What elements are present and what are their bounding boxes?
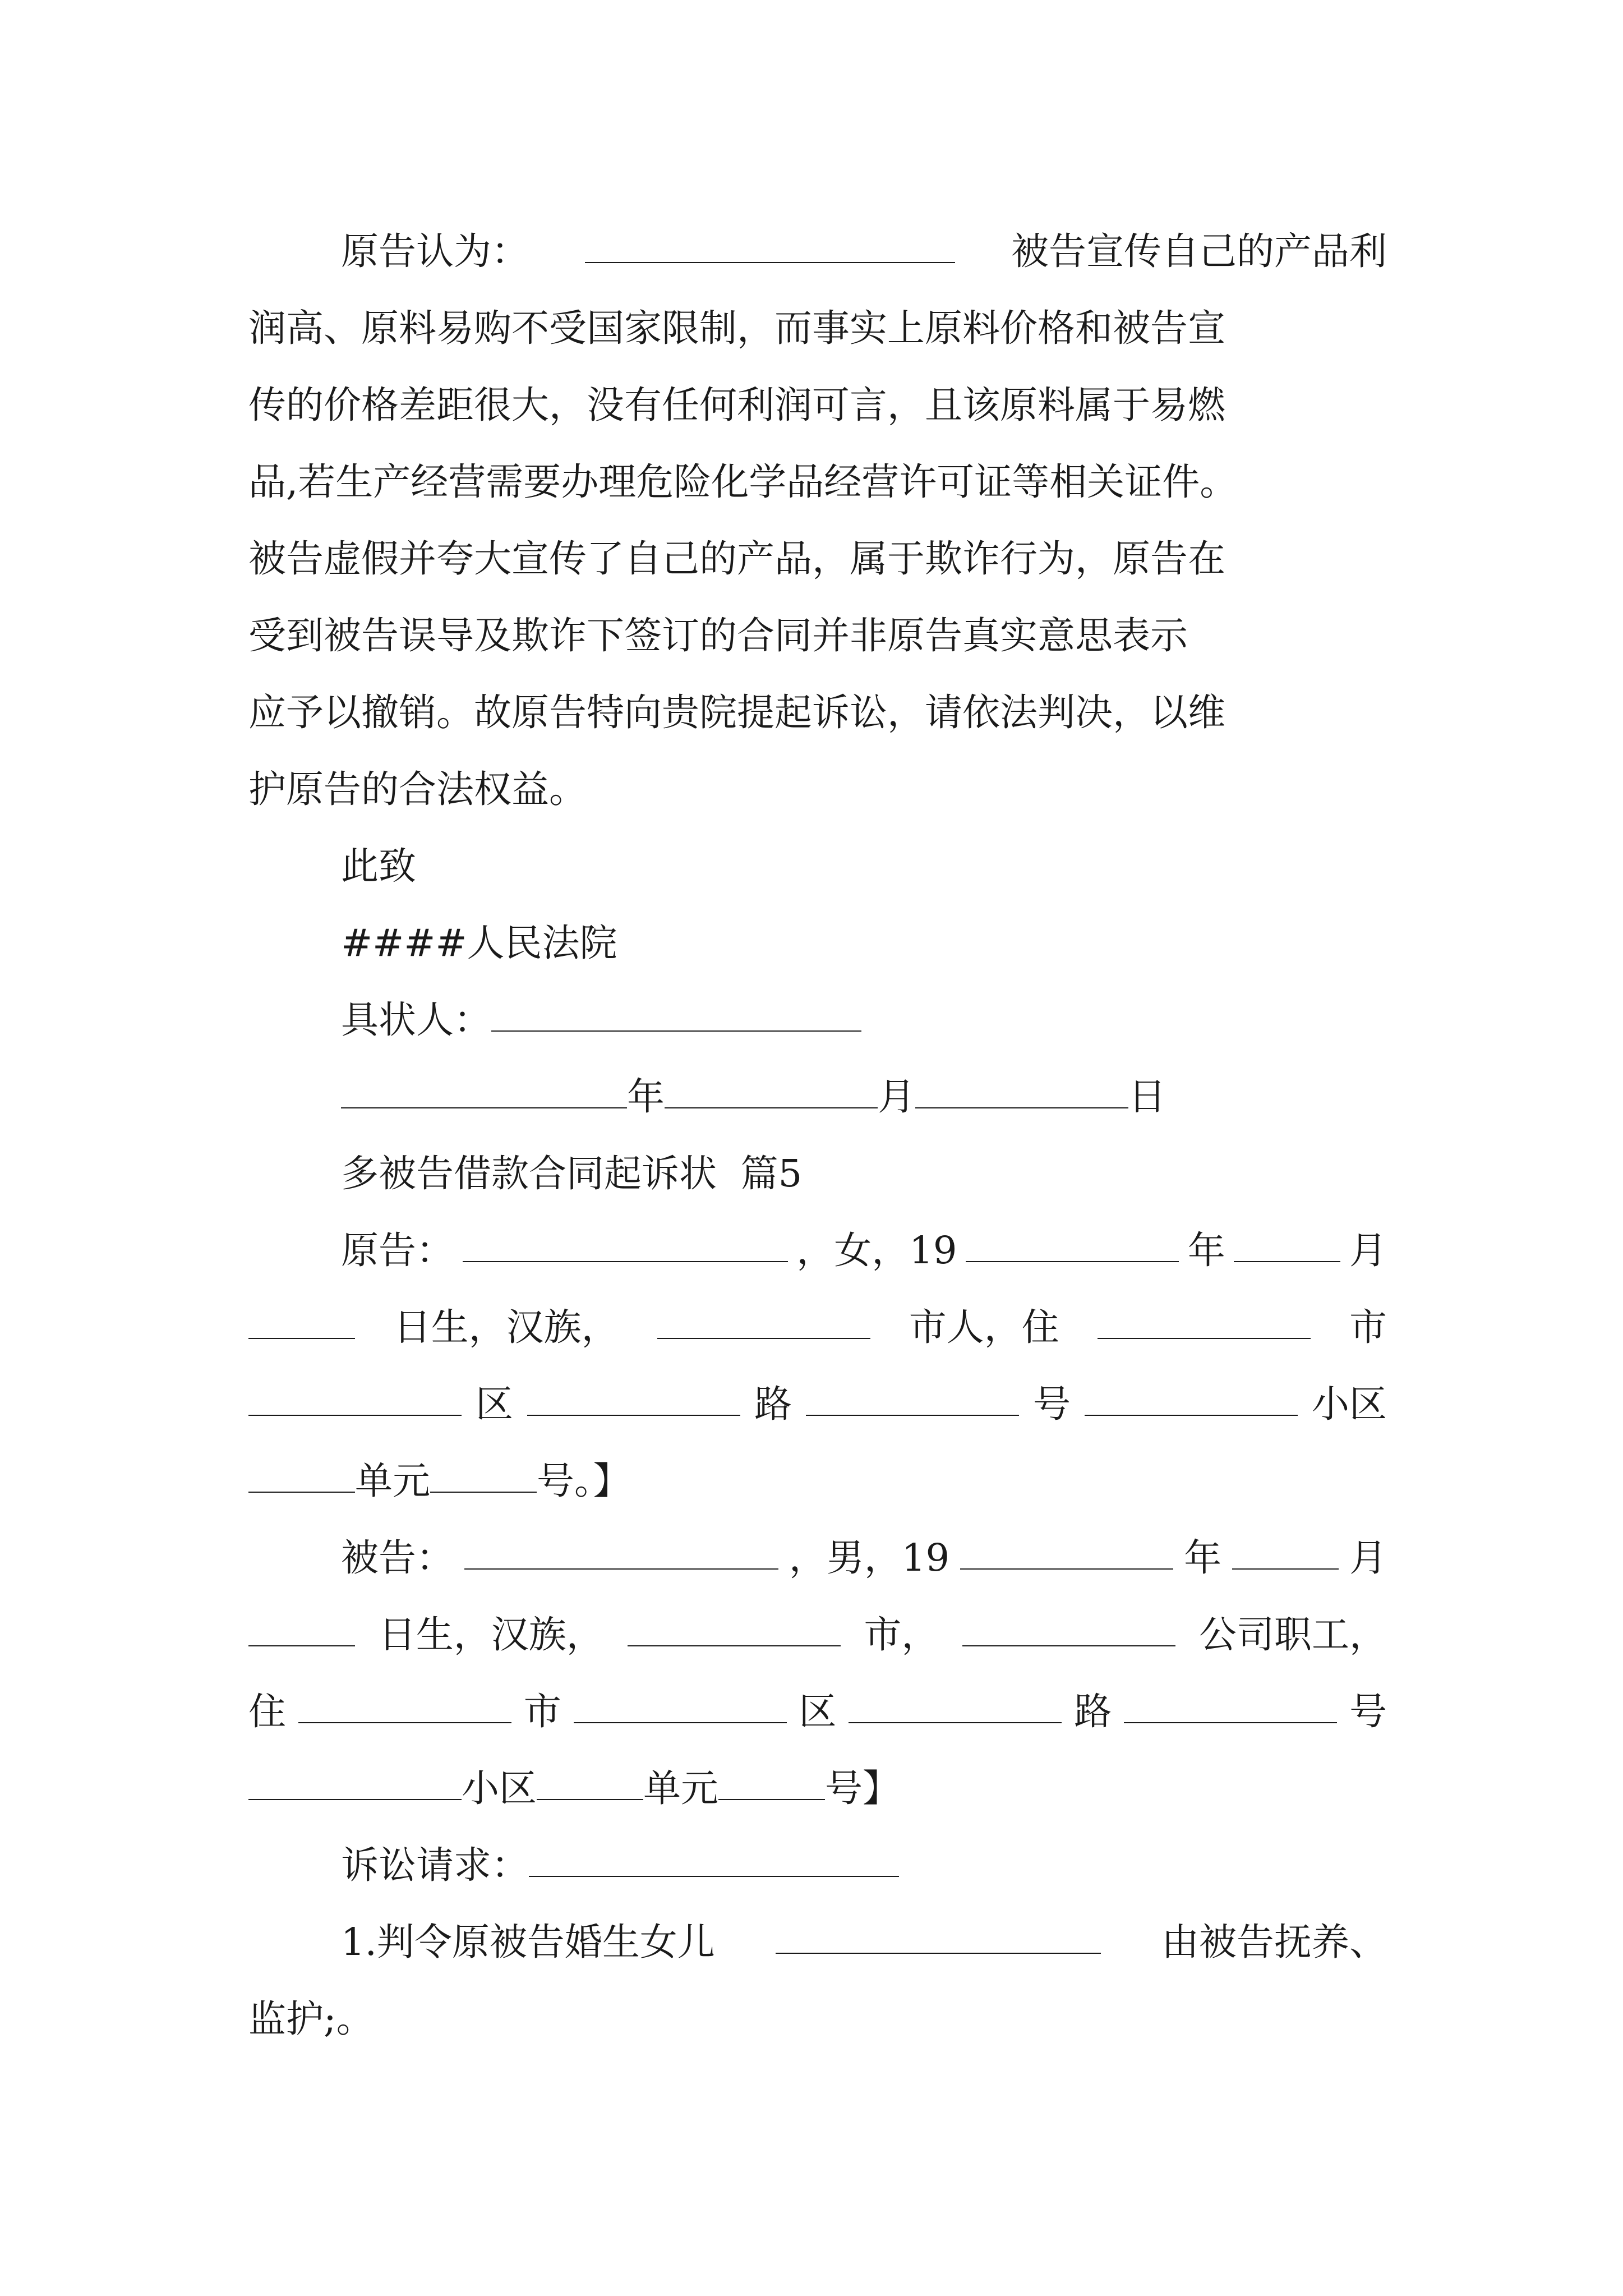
plaintiff-line-2: [248, 1289, 1387, 1366]
plaintiff-line-4: [248, 1443, 1387, 1520]
text: 日生，汉族，: [378, 1613, 604, 1657]
text: 公司职工，: [1198, 1613, 1387, 1657]
text: 受到被告误导及欺诈下签订的合同并非原告真实意思表示: [248, 614, 1188, 657]
fill-blank[interactable]: [585, 262, 955, 263]
paragraph-line: [248, 367, 1387, 444]
text: 单元: [355, 1459, 430, 1503]
road-blank[interactable]: [849, 1722, 1062, 1723]
text: 1.判令原被告婚生女儿: [341, 1920, 715, 1964]
paragraph-line: [248, 751, 1387, 828]
unit-blank[interactable]: [537, 1799, 643, 1800]
residence-city-blank[interactable]: [298, 1722, 511, 1723]
defendant-line-3: [248, 1673, 1387, 1750]
claim-item-1: [248, 1904, 1387, 1981]
text: 路: [754, 1382, 792, 1426]
salutation: [248, 828, 1387, 905]
day-blank[interactable]: [915, 1107, 1128, 1108]
daughter-name-blank[interactable]: [776, 1953, 1101, 1954]
court-text: ####人民法院: [341, 921, 617, 965]
month-label: 月: [878, 1075, 915, 1119]
signer-blank[interactable]: [491, 1030, 861, 1032]
plaintiff-line-3: [248, 1366, 1387, 1443]
text: 被告宣传自己的产品利: [1011, 229, 1387, 273]
text: 市: [523, 1690, 561, 1733]
day-label: 日: [1128, 1075, 1166, 1119]
defendant-label: 被告：: [341, 1536, 454, 1580]
text: 年: [1184, 1536, 1222, 1580]
district-blank[interactable]: [248, 1415, 462, 1416]
district-blank[interactable]: [574, 1722, 787, 1723]
city-blank[interactable]: [628, 1645, 841, 1646]
text: ，男，19: [789, 1536, 950, 1580]
defendant-line-1: [248, 1520, 1387, 1596]
section-heading: [248, 1135, 1387, 1212]
text: 传的价格差距很大，没有任何利润可言，且该原料属于易燃: [248, 383, 1225, 427]
paragraph-line: [248, 213, 1387, 290]
birth-month-blank[interactable]: [1234, 1261, 1340, 1262]
text: 号】: [825, 1766, 900, 1810]
text: 品,若生产经营需要办理危险化学品经营许可证等相关证件。: [248, 460, 1238, 504]
residence-city-blank[interactable]: [1098, 1338, 1311, 1339]
text: 市人，住: [909, 1305, 1059, 1349]
claims-blank[interactable]: [529, 1876, 899, 1877]
text: 监护;。: [248, 1997, 374, 2041]
text: 日生，汉族，: [393, 1305, 619, 1349]
text: 路: [1074, 1690, 1112, 1733]
room-blank[interactable]: [718, 1799, 825, 1800]
road-blank[interactable]: [527, 1415, 740, 1416]
paragraph-line: [248, 521, 1387, 597]
paragraph-line: [248, 444, 1387, 521]
text: 单元: [643, 1766, 718, 1810]
claim-item-1-cont: [248, 1981, 1387, 2058]
plaintiff-label: 原告：: [341, 1228, 454, 1272]
community-blank[interactable]: [248, 1799, 462, 1800]
heading-text: 多被告借款合同起诉状 篇5: [341, 1152, 803, 1195]
text: 号。】: [537, 1459, 631, 1503]
court-name: [248, 905, 1387, 982]
year-label: 年: [627, 1075, 665, 1119]
text: 年: [1187, 1228, 1225, 1272]
text: ，女，19: [796, 1228, 957, 1272]
text: 住: [248, 1690, 286, 1733]
text: 号: [1033, 1382, 1071, 1426]
number-blank[interactable]: [1124, 1722, 1337, 1723]
text: 应予以撤销。故原告特向贵院提起诉讼，请依法判决，以维: [248, 691, 1225, 734]
signer-label: 具状人：: [341, 998, 491, 1042]
paragraph-line: [248, 597, 1387, 674]
text: 号: [1349, 1690, 1387, 1733]
birth-year-blank[interactable]: [966, 1261, 1179, 1262]
document-page: [248, 213, 1387, 2058]
number-blank[interactable]: [806, 1415, 1019, 1416]
community-blank[interactable]: [1085, 1415, 1298, 1416]
company-blank[interactable]: [962, 1645, 1175, 1646]
text: 月: [1349, 1228, 1387, 1272]
text: 市: [1349, 1305, 1387, 1349]
birth-day-blank[interactable]: [248, 1645, 355, 1646]
text: 区: [476, 1382, 513, 1426]
defendant-line-2: [248, 1596, 1387, 1673]
claims-label: 诉讼请求：: [341, 1843, 529, 1887]
text: 由被告抚养、: [1161, 1920, 1387, 1964]
paragraph-line: [248, 674, 1387, 751]
salutation-text: 此致: [341, 844, 416, 888]
paragraph-line: [248, 290, 1387, 367]
birth-month-blank[interactable]: [1232, 1568, 1339, 1570]
birth-year-blank[interactable]: [960, 1568, 1173, 1570]
text: 小区: [462, 1766, 537, 1810]
text: 市，: [864, 1613, 939, 1657]
claims-label-line: [248, 1827, 1387, 1904]
text: 护原告的合法权益。: [248, 767, 587, 811]
text: 被告虚假并夸大宣传了自己的产品，属于欺诈行为，原告在: [248, 537, 1225, 581]
text: 月: [1349, 1536, 1387, 1580]
signer-line: [248, 982, 1387, 1059]
plaintiff-name-blank[interactable]: [463, 1261, 788, 1262]
text: 小区: [1312, 1382, 1387, 1426]
date-line: [248, 1059, 1387, 1135]
month-blank[interactable]: [665, 1107, 878, 1108]
defendant-line-4: [248, 1750, 1387, 1827]
unit-blank[interactable]: [248, 1492, 355, 1493]
defendant-name-blank[interactable]: [464, 1568, 778, 1570]
birth-day-blank[interactable]: [248, 1338, 355, 1339]
text: 润高、原料易购不受国家限制，而事实上原料价格和被告宣: [248, 306, 1225, 350]
year-blank[interactable]: [341, 1107, 627, 1108]
room-blank[interactable]: [430, 1492, 537, 1493]
origin-city-blank[interactable]: [657, 1338, 870, 1339]
text: 区: [799, 1690, 837, 1733]
text: 原告认为：: [341, 229, 529, 273]
plaintiff-line-1: [248, 1212, 1387, 1289]
